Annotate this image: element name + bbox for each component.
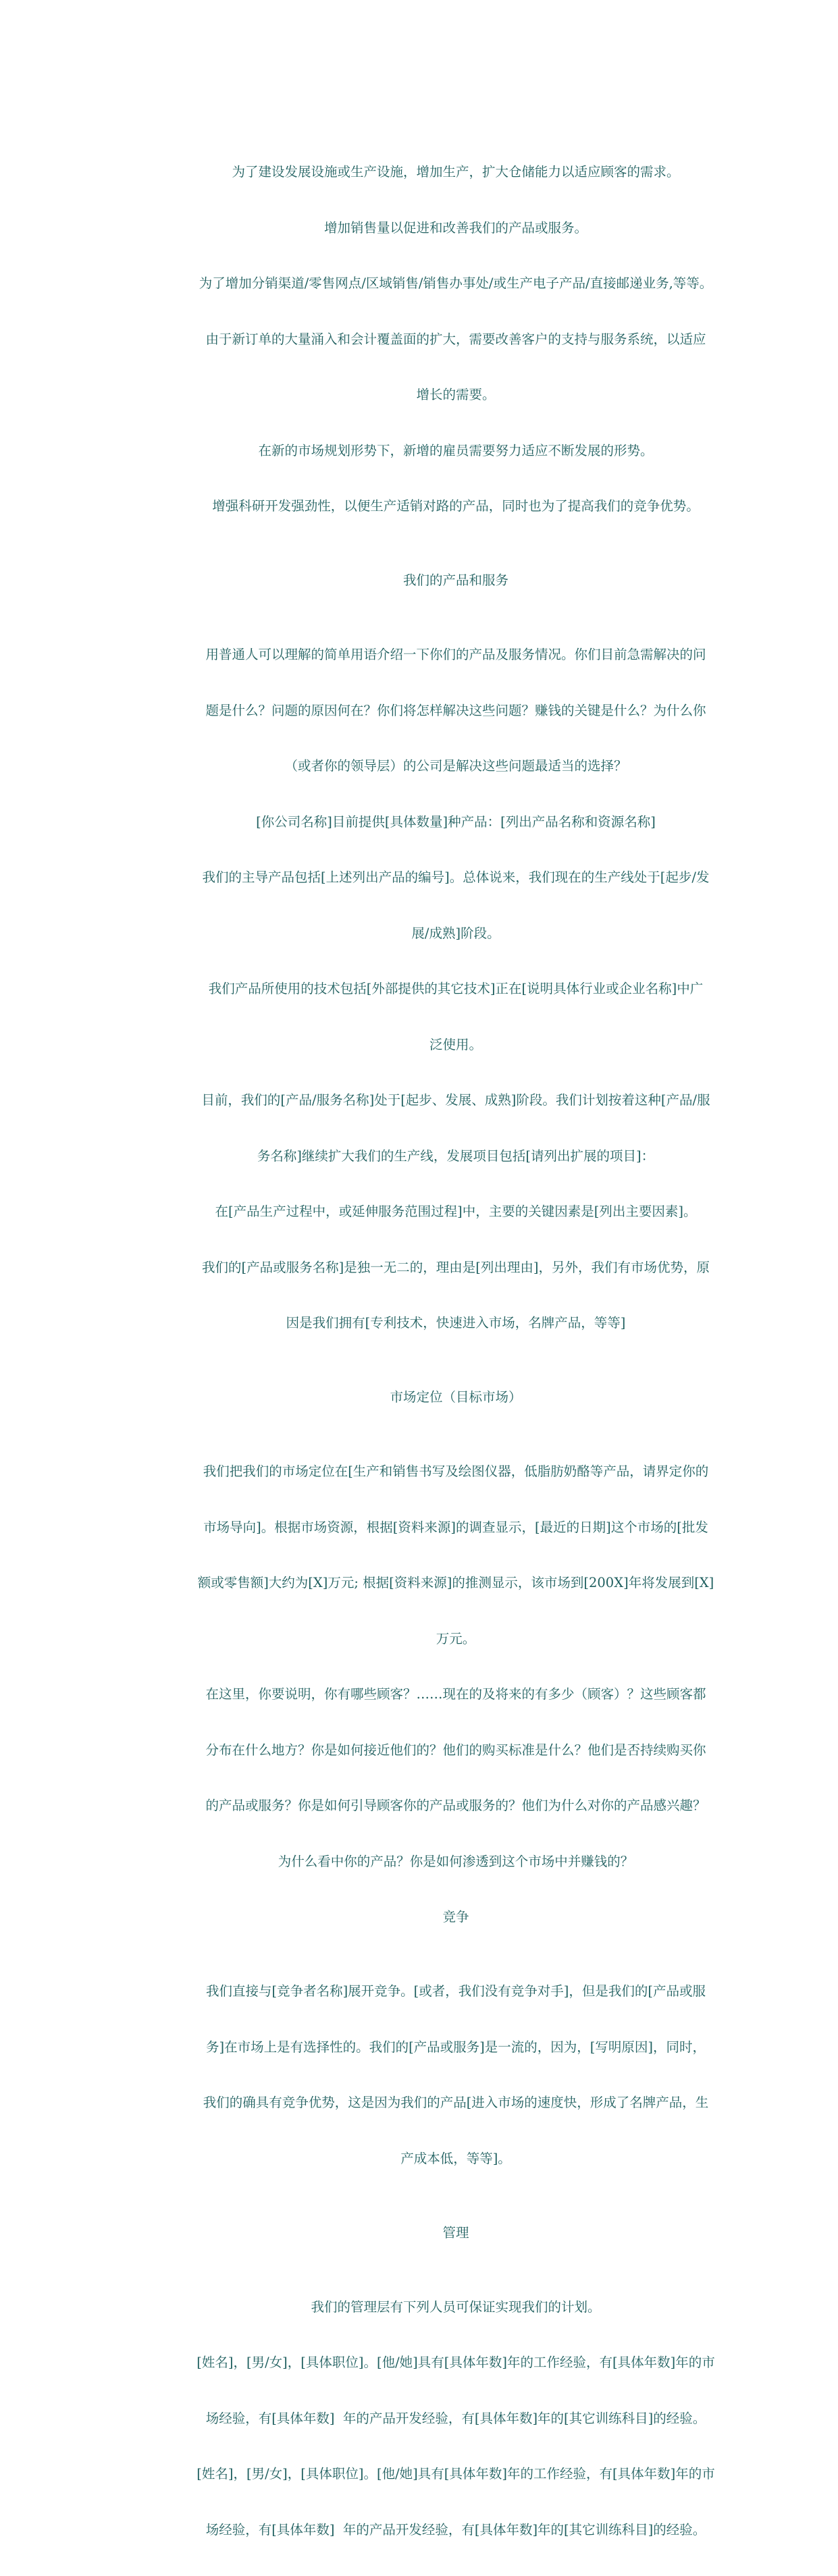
body-line: 市场导向]。根据市场资源，根据[资料来源]的调查显示，[最近的日期]这个市场的[批发 xyxy=(172,1518,739,1537)
body-line: 我们把我们的市场定位在[生产和销售书写及绘图仪器，低脂肪奶酪等产品，请界定你的 xyxy=(172,1462,739,1481)
spacer xyxy=(172,590,739,609)
products-body xyxy=(172,608,739,1370)
body-line: 目前，我们的[产品/服务名称]处于[起步、发展、成熟]阶段。我们计划按着这种[产品/服 xyxy=(172,1091,739,1110)
spacer xyxy=(172,2242,739,2261)
body-line: 场经验，有[具体年数] 年的产品开发经验，有[具体年数]年的[其它训练科目]的经验。 xyxy=(172,2521,739,2540)
intro-line: 增长的需要。 xyxy=(172,385,739,404)
section-heading-management: 管理 xyxy=(172,2224,739,2243)
intro-line: 为了增加分销渠道/零售网点/区域销售/销售办事处/或生产电子产品/直接邮递业务,等等。 xyxy=(163,274,749,293)
body-line: 产成本低，等等]。 xyxy=(172,2149,739,2168)
body-line: 我们的确具有竞争优势，这是因为我们的产品[进入市场的速度快，形成了名牌产品，生 xyxy=(172,2093,739,2112)
body-line: 泛使用。 xyxy=(172,1036,739,1054)
body-line: 为什么看中你的产品？你是如何渗透到这个市场中并赚钱的？ xyxy=(172,1852,739,1871)
body-line: 场经验，有[具体年数] 年的产品开发经验，有[具体年数]年的[其它训练科目]的经验。 xyxy=(172,2409,739,2428)
body-line: 务]在市场上是有选择性的。我们的[产品或服务]是一流的，因为，[写明原因]，同时， xyxy=(172,2038,739,2057)
body-line: （或者你的领导层）的公司是解决这些问题最适当的选择？ xyxy=(172,757,739,776)
body-line: 我们的主导产品包括[上述列出产品的编号]。总体说来，我们现在的生产线处于[起步/发 xyxy=(172,868,739,887)
body-line: 用普通人可以理解的简单用语介绍一下你们的产品及服务情况。你们目前急需解决的问 xyxy=(172,645,739,664)
intro-line: 在新的市场规划形势下，新增的雇员需要努力适应不断发展的形势。 xyxy=(172,441,739,460)
body-line: 我们的[产品或服务名称]是独一无二的，理由是[列出理由]，另外，我们有市场优势，原 xyxy=(172,1258,739,1277)
intro-line: 增强科研开发强劲性，以便生产适销对路的产品，同时也为了提高我们的竞争优势。 xyxy=(172,497,739,516)
body-line: 额或零售额]大约为[X]万元; 根据[资料来源]的推测显示，该市场到[200X]年将发展到[X] xyxy=(172,1574,739,1592)
body-line: 分布在什么地方？你是如何接近他们的？他们的购买标准是什么？他们是否持续购买你 xyxy=(172,1741,739,1760)
spacer xyxy=(172,553,739,572)
body-line: 因是我们拥有[专利技术，快速进入市场，名牌产品，等等] xyxy=(172,1314,739,1333)
spacer xyxy=(172,1407,739,1426)
body-line: 在[产品生产过程中，或延伸服务范围过程]中，主要的关键因素是[列出主要因素]。 xyxy=(172,1202,739,1221)
body-line: 万元。 xyxy=(172,1630,739,1648)
spacer xyxy=(172,1927,739,1946)
section-heading-competition: 竞争 xyxy=(172,1908,739,1927)
body-line: 务名称]继续扩大我们的生产线，发展项目包括[请列出扩展的项目]： xyxy=(172,1147,739,1166)
section-heading-products: 我们的产品和服务 xyxy=(172,571,739,590)
body-line: 的产品或服务？你是如何引导顾客你的产品或服务的？他们为什么对你的产品感兴趣？ xyxy=(172,1796,739,1815)
body-line: 我们的管理层有下列人员可保证实现我们的计划。 xyxy=(172,2298,739,2317)
management-body xyxy=(172,2261,739,2576)
body-line: [姓名]，[男/女]，[具体职位]。[他/她]具有[具体年数]年的工作经验，有[具体年数]年的市 xyxy=(172,2465,739,2484)
spacer xyxy=(172,1370,739,1389)
intro-line: 由于新订单的大量涌入和会计覆盖面的扩大，需要改善客户的支持与服务系统，以适应 xyxy=(172,330,739,349)
market-body xyxy=(172,1425,739,1908)
body-line: 我们直接与[竞争者名称]展开竞争。[或者，我们没有竞争对手]，但是我们的[产品或服 xyxy=(172,1982,739,2001)
body-line: 我们产品所使用的技术包括[外部提供的其它技术]正在[说明具体行业或企业名称]中广 xyxy=(172,980,739,998)
spacer xyxy=(172,2205,739,2224)
section-heading-market: 市场定位（目标市场） xyxy=(172,1388,739,1407)
body-line: 展/成熟]阶段。 xyxy=(172,924,739,943)
body-line: 在这里，你要说明，你有哪些顾客？……现在的及将来的有多少（顾客）？这些顾客都 xyxy=(172,1685,739,1704)
competition-body xyxy=(172,1945,739,2205)
body-line: [姓名]，[男/女]，[具体职位]。[他/她]具有[具体年数]年的工作经验，有[具体年数]年的市 xyxy=(172,2353,739,2372)
intro-line: 增加销售量以促进和改善我们的产品或服务。 xyxy=(172,219,739,238)
body-line: 题是什么？问题的原因何在？你们将怎样解决这些问题？赚钱的关键是什么？为什么你 xyxy=(172,701,739,720)
intro-block xyxy=(172,126,739,553)
intro-line: 为了建设发展设施或生产设施，增加生产，扩大仓储能力以适应顾客的需求。 xyxy=(172,163,739,182)
body-line: [你公司名称]目前提供[具体数量]种产品：[列出产品名称和资源名称] xyxy=(172,813,739,832)
document-page xyxy=(172,126,739,2576)
